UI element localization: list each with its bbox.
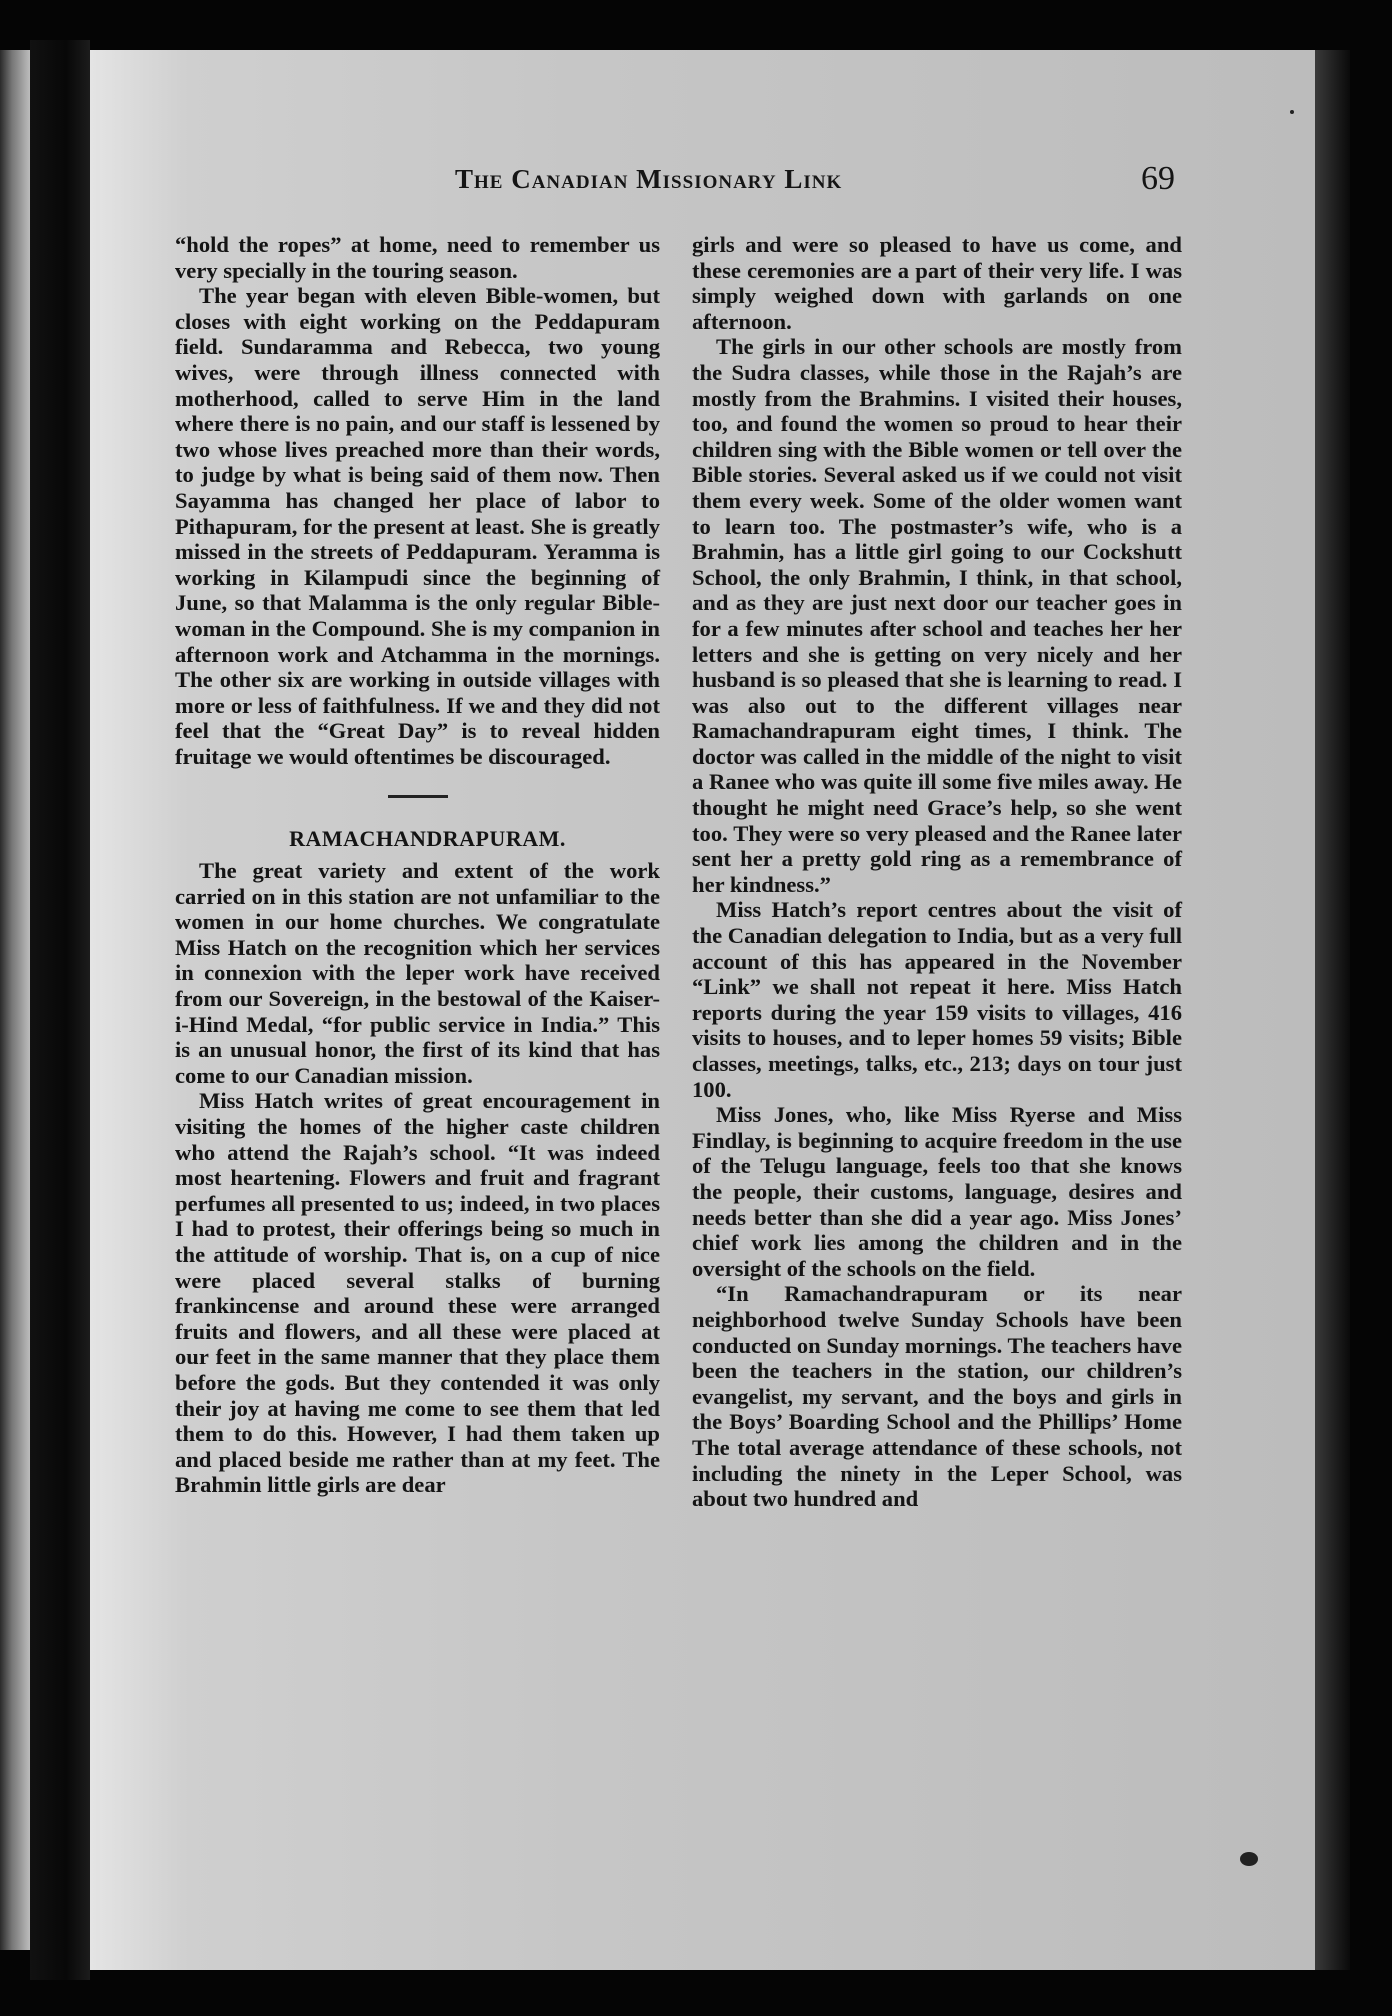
paragraph: Miss Hatch’s report centres about the visit of the Canadian delegation to India, but as a very full account of this has appeared in the November “Link” we shall not repeat it here. Miss Hatch reports during the year 159 visits to villages, 416 visits to houses, and to leper homes 59 visits; Bible classes, meetings, talks, etc., 213; days on tour just 100.: [692, 897, 1182, 1102]
paragraph: “hold the ropes” at home, need to remember us very specially in the touring season.: [175, 232, 660, 283]
paragraph: The girls in our other schools are mostly from the Sudra classes, while those in the Rajah’s are mostly from the Brahmins. I visited their houses, too, and found the women so proud to hear their children sing with the Bible women or tell over the Bible stories. Several asked us if we could not visit them every week. Some of the older women want to learn too. The postmaster’s wife, who is a Brahmin, has a little girl going to our Cockshutt School, the only Brahmin, I think, in that school, and as they are just next door our teacher goes in for a few minutes after school and teaches her her letters and she is getting on very nicely and her husband is so pleased that she is learning to read. I was also out to the different villages near Ramachandrapuram eight times, I think. The doctor was called in the middle of the night to visit a Ranee who was quite ill some five miles away. He thought he might need Grace’s help, so she went too. They were so very pleased and the Ranee later sent her a pretty gold ring as a remembrance of her kindness.”: [692, 334, 1182, 897]
right-column: [692, 232, 1182, 1512]
paragraph: The year began with eleven Bible-women, but closes with eight working on the Peddapuram field. Sundaramma and Rebecca, two young wives, were through illness connected with motherhood, called to serve Him in the land where there is no pain, and our staff is lessened by two whose lives preached more than their words, to judge by what is being said of them now. Then Sayamma has changed her place of labor to Pithapuram, for the present at least. She is greatly missed in the streets of Peddapuram. Yeramma is working in Kilampudi since the beginning of June, so that Malamma is the only regular Bible-woman in the Compound. She is my companion in afternoon work and Atchamma in the mornings. The other six are working in outside villages with more or less of faithfulness. If we and they did not feel that the “Great Day” is to reveal hidden fruitage we would oftentimes be discouraged.: [175, 283, 660, 769]
journal-title: The Canadian Missionary Link: [455, 164, 843, 194]
paragraph: girls and were so pleased to have us come, and these ceremonies are a part of their very life. I was simply weighed down with garlands on one afternoon.: [692, 232, 1182, 334]
section-divider: [388, 795, 448, 798]
paragraph: Miss Hatch writes of great encouragement in visiting the homes of the higher caste children who attend the Rajah’s school. “It was indeed most heartening. Flowers and fruit and fragrant perfumes all presented to us; indeed, in two places I had to protest, their offerings being so much in the attitude of worship. That is, on a cup of nice were placed several stalks of burning frankincense and around these were arranged fruits and flowers, and all these were placed at our feet in the same manner that they place them before the gods. But they contended it was only their joy at having me come to see them that led them to do this. However, I had them taken up and placed beside me rather than at my feet. The Brahmin little girls are dear: [175, 1088, 660, 1498]
page-number: 69: [1141, 160, 1175, 197]
left-column: [175, 232, 660, 1498]
running-header: [455, 160, 1175, 197]
binding-gutter: [30, 40, 90, 1980]
scan-blemish: [1290, 110, 1294, 114]
paragraph: Miss Jones, who, like Miss Ryerse and Miss Findlay, is beginning to acquire freedom in the use of the Telugu language, feels too that she knows the people, their customs, language, desires and needs better than she did a year ago. Miss Jones’ chief work lies among the children and in the oversight of the schools on the field.: [692, 1102, 1182, 1281]
paragraph: “In Ramachandrapuram or its near neighborhood twelve Sunday Schools have been conducted on Sunday mornings. The teachers have been the teachers in the station, our children’s evangelist, my servant, and the boys and girls in the Boys’ Boarding School and the Phillips’ Home The total average attendance of these schools, not including the ninety in the Leper School, was about two hundred and: [692, 1281, 1182, 1512]
page-edge-shadow: [1315, 50, 1350, 1970]
section-heading: RAMACHANDRAPURAM.: [289, 826, 566, 852]
adjacent-page-edge: [0, 50, 30, 1950]
paragraph: The great variety and extent of the work carried on in this station are not unfamiliar to the women in our home churches. We congratulate Miss Hatch on the recognition which her services in connexion with the leper work have received from our Sovereign, in the bestowal of the Kaiser-i-Hind Medal, “for public service in India.” This is an unusual honor, the first of its kind that has come to our Canadian mission.: [175, 858, 660, 1088]
scan-blemish: [1240, 1852, 1258, 1866]
